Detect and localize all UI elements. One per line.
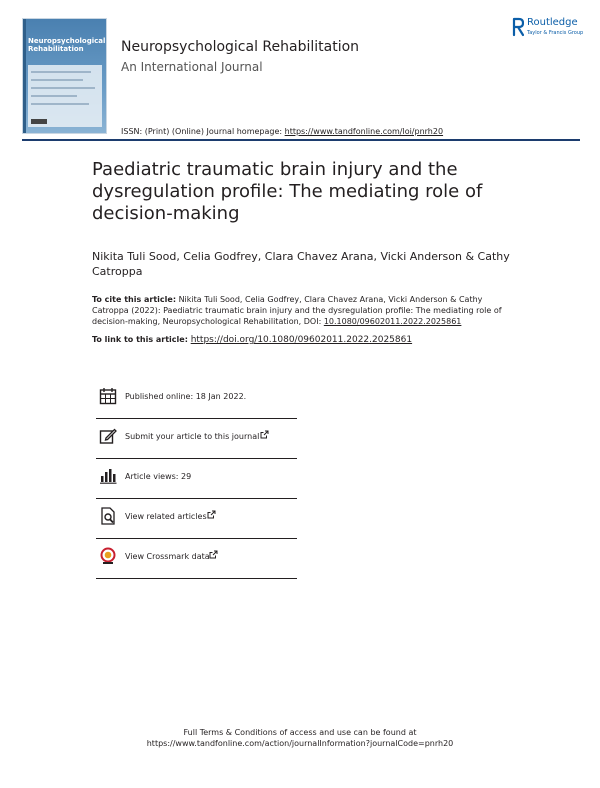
journal-subtitle: An International Journal bbox=[121, 60, 263, 74]
journal-cover-image bbox=[22, 18, 107, 134]
publisher-name: Routledge bbox=[527, 17, 578, 28]
crossmark-row[interactable] bbox=[96, 538, 297, 579]
published-date: Published online: 18 Jan 2022. bbox=[125, 392, 247, 401]
crossmark-link[interactable]: View Crossmark data bbox=[125, 552, 210, 561]
article-authors: Nikita Tuli Sood, Celia Godfrey, Clara Chavez Arana, Vicki Anderson & Cathy Catroppa bbox=[92, 250, 510, 278]
related-articles-row[interactable] bbox=[96, 498, 297, 539]
terms-link[interactable]: https://www.tandfonline.com/action/journalInformation?journalCode=pnrh20 bbox=[146, 739, 454, 748]
cover-spine bbox=[23, 19, 26, 133]
cover-title: Neuropsychological Rehabilitation bbox=[28, 37, 106, 53]
issn-prefix: ISSN: (Print) (Online) Journal homepage: bbox=[121, 127, 285, 136]
cover-line bbox=[31, 103, 89, 105]
published-row bbox=[96, 378, 297, 419]
related-articles-icon bbox=[99, 507, 117, 525]
citation-label: To cite this article: bbox=[92, 295, 177, 304]
related-articles-link[interactable]: View related articles bbox=[125, 512, 207, 521]
article-views-count: Article views: 29 bbox=[125, 472, 192, 481]
article-title: Paediatric traumatic brain injury and the dysregulation profile: The mediating role of decision-making bbox=[92, 159, 483, 224]
external-link-icon bbox=[207, 510, 216, 519]
terms-footer bbox=[0, 727, 600, 749]
edit-icon bbox=[99, 427, 117, 445]
cover-line bbox=[31, 79, 83, 81]
external-link-icon bbox=[260, 430, 269, 439]
submit-article-row[interactable] bbox=[96, 418, 297, 459]
doi-link[interactable]: 10.1080/09602011.2022.2025861 bbox=[323, 317, 462, 326]
header-divider bbox=[22, 139, 580, 141]
bar-chart-icon bbox=[99, 467, 117, 485]
cover-line bbox=[31, 71, 91, 73]
cover-publisher-logo bbox=[31, 119, 47, 124]
issn-line bbox=[121, 127, 443, 136]
article-link-label: To link to this article: bbox=[92, 335, 191, 344]
article-link-line bbox=[92, 335, 412, 345]
external-link-icon bbox=[209, 550, 218, 559]
calendar-icon bbox=[99, 387, 117, 405]
terms-line: Full Terms & Conditions of access and use can be found at bbox=[183, 728, 417, 737]
publisher-group: Taylor & Francis Group bbox=[527, 30, 584, 36]
citation-text: Nikita Tuli Sood, Celia Godfrey, Clara Chavez Arana, Vicki Anderson & Cathy Catroppa (2022): Paediatric traumatic brain injury and the dysregulation profile: The mediating role of decision-making, Neuropsychological Rehabilitation, DOI: bbox=[92, 295, 502, 326]
journal-title: Neuropsychological Rehabilitation bbox=[121, 39, 360, 55]
article-views-row bbox=[96, 458, 297, 499]
submit-article-link[interactable]: Submit your article to this journal bbox=[125, 432, 260, 441]
crossmark-icon bbox=[99, 547, 117, 565]
cover-line bbox=[31, 95, 77, 97]
cover-line bbox=[31, 87, 95, 89]
publisher-logo[interactable] bbox=[512, 17, 592, 39]
routledge-r-icon bbox=[512, 17, 524, 37]
journal-homepage-link[interactable]: https://www.tandfonline.com/loi/pnrh20 bbox=[284, 127, 444, 136]
article-link-url[interactable]: https://doi.org/10.1080/09602011.2022.2025861 bbox=[190, 335, 413, 345]
citation-block bbox=[92, 294, 512, 327]
